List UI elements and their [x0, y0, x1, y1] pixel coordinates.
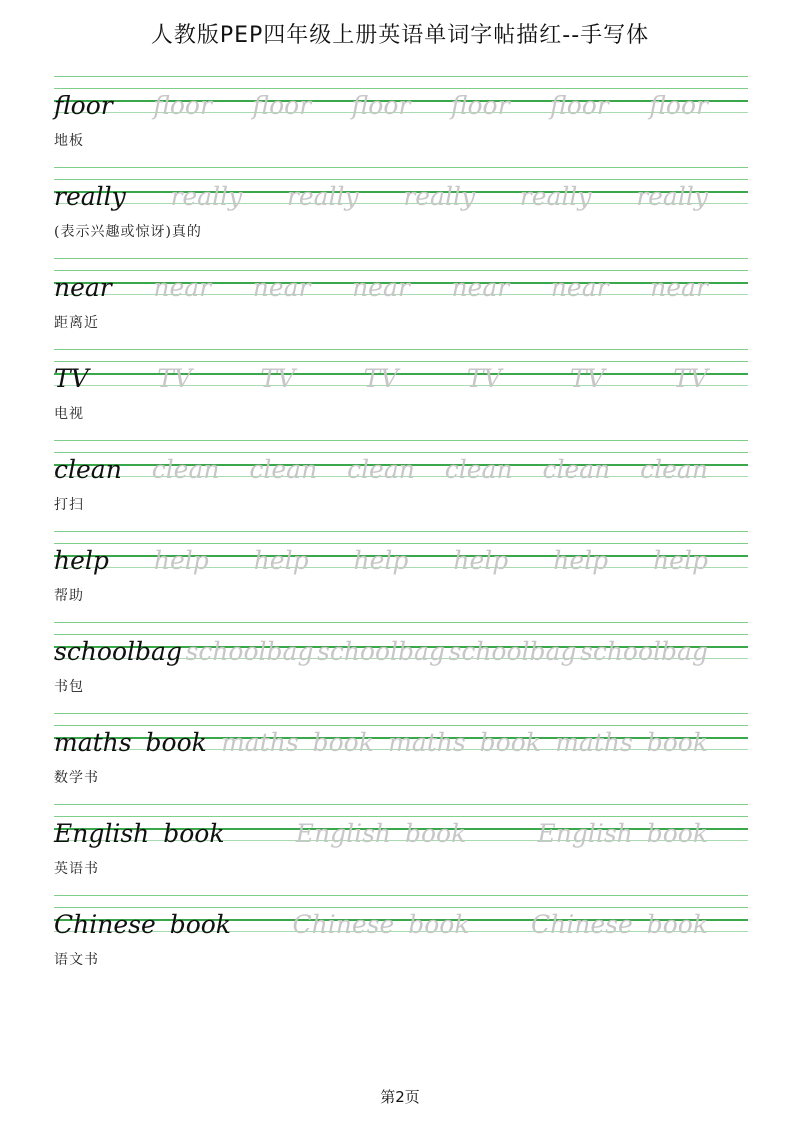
trace-word: clean: [347, 455, 415, 484]
trace-word: really: [403, 182, 476, 211]
word-row: [54, 531, 748, 575]
english-word: help: [54, 546, 109, 575]
english-word: Chinese book: [54, 910, 231, 939]
trace-word: near: [252, 273, 311, 302]
english-word: near: [54, 273, 112, 302]
english-word: maths book: [54, 728, 207, 757]
trace-word: English book: [537, 819, 708, 848]
trace-word: help: [453, 546, 509, 575]
trace-word: TV: [157, 364, 192, 393]
writing-lines: [54, 804, 748, 848]
trace-word: TV: [363, 364, 399, 393]
word-row: [54, 804, 748, 848]
word-entry: [54, 167, 748, 241]
word-entry: [54, 895, 748, 969]
trace-word: schoolbag: [580, 637, 708, 666]
trace-word: floor: [550, 91, 609, 120]
writing-lines: [54, 622, 748, 666]
trace-word: clean: [640, 455, 708, 484]
trace-word: help: [153, 546, 209, 575]
trace-word: help: [553, 546, 609, 575]
trace-word: help: [653, 546, 708, 575]
english-word: really: [54, 182, 126, 211]
trace-word: really: [286, 182, 359, 211]
trace-word: floor: [649, 91, 708, 120]
trace-word: schoolbag: [185, 637, 314, 666]
page-number: 第2页: [380, 1088, 420, 1106]
trace-word: schoolbag: [317, 637, 445, 666]
trace-word: English book: [295, 819, 467, 848]
word-entry: [54, 258, 748, 332]
chinese-meaning: 英语书: [54, 861, 99, 877]
english-word: floor: [54, 91, 113, 120]
word-entry: [54, 531, 748, 605]
writing-lines: [54, 895, 748, 939]
trace-word: really: [170, 182, 243, 211]
writing-lines: [54, 76, 748, 120]
trace-word: maths book: [221, 728, 374, 757]
trace-word: TV: [570, 364, 605, 393]
english-word: TV: [54, 364, 89, 393]
chinese-meaning: 书包: [54, 679, 84, 695]
writing-lines: [54, 258, 748, 302]
english-word: schoolbag: [54, 637, 182, 666]
trace-word: Chinese book: [292, 910, 470, 939]
word-row: [54, 713, 748, 757]
word-entry: [54, 349, 748, 423]
trace-word: clean: [151, 455, 220, 484]
trace-word: clean: [444, 455, 513, 484]
word-row: [54, 349, 748, 393]
trace-word: TV: [466, 364, 502, 393]
word-row: [54, 167, 748, 211]
chinese-meaning: 距离近: [54, 315, 99, 331]
chinese-meaning: 地板: [54, 133, 84, 149]
trace-word: near: [352, 273, 410, 302]
trace-word: floor: [450, 91, 510, 120]
trace-word: floor: [153, 91, 212, 120]
word-row: [54, 440, 748, 484]
chinese-meaning: 电视: [54, 406, 84, 422]
trace-word: help: [353, 546, 409, 575]
word-row: [54, 76, 748, 120]
writing-lines: [54, 531, 748, 575]
word-entry: [54, 76, 748, 150]
trace-word: schoolbag: [448, 637, 577, 666]
trace-word: maths book: [555, 728, 708, 757]
page-title: 人教版PEP四年级上册英语单词字帖描红--手写体: [150, 23, 650, 48]
chinese-meaning: (表示兴趣或惊讶)真的: [54, 224, 202, 240]
word-row: [54, 622, 748, 666]
english-word: clean: [54, 455, 122, 484]
english-word: English book: [54, 819, 225, 848]
trace-word: help: [253, 546, 309, 575]
chinese-meaning: 数学书: [54, 770, 99, 786]
trace-word: near: [451, 273, 510, 302]
word-row: [54, 258, 748, 302]
word-entry: [54, 622, 748, 696]
trace-word: Chinese book: [531, 910, 708, 939]
writing-lines: [54, 713, 748, 757]
trace-word: really: [636, 182, 708, 211]
trace-word: clean: [249, 455, 318, 484]
chinese-meaning: 语文书: [54, 952, 99, 968]
chinese-meaning: 帮助: [54, 588, 84, 604]
trace-word: clean: [542, 455, 611, 484]
trace-word: near: [153, 273, 212, 302]
word-entry: [54, 713, 748, 787]
trace-word: TV: [260, 364, 296, 393]
writing-lines: [54, 167, 748, 211]
word-entry: [54, 804, 748, 878]
trace-word: floor: [351, 91, 411, 120]
trace-word: maths book: [388, 728, 541, 757]
writing-lines: [54, 349, 748, 393]
trace-word: near: [650, 273, 708, 302]
chinese-meaning: 打扫: [54, 497, 84, 513]
word-entry: [54, 440, 748, 514]
trace-word: TV: [673, 364, 708, 393]
word-row: [54, 895, 748, 939]
trace-word: near: [550, 273, 609, 302]
writing-lines: [54, 440, 748, 484]
trace-word: floor: [252, 91, 312, 120]
trace-word: really: [519, 182, 592, 211]
